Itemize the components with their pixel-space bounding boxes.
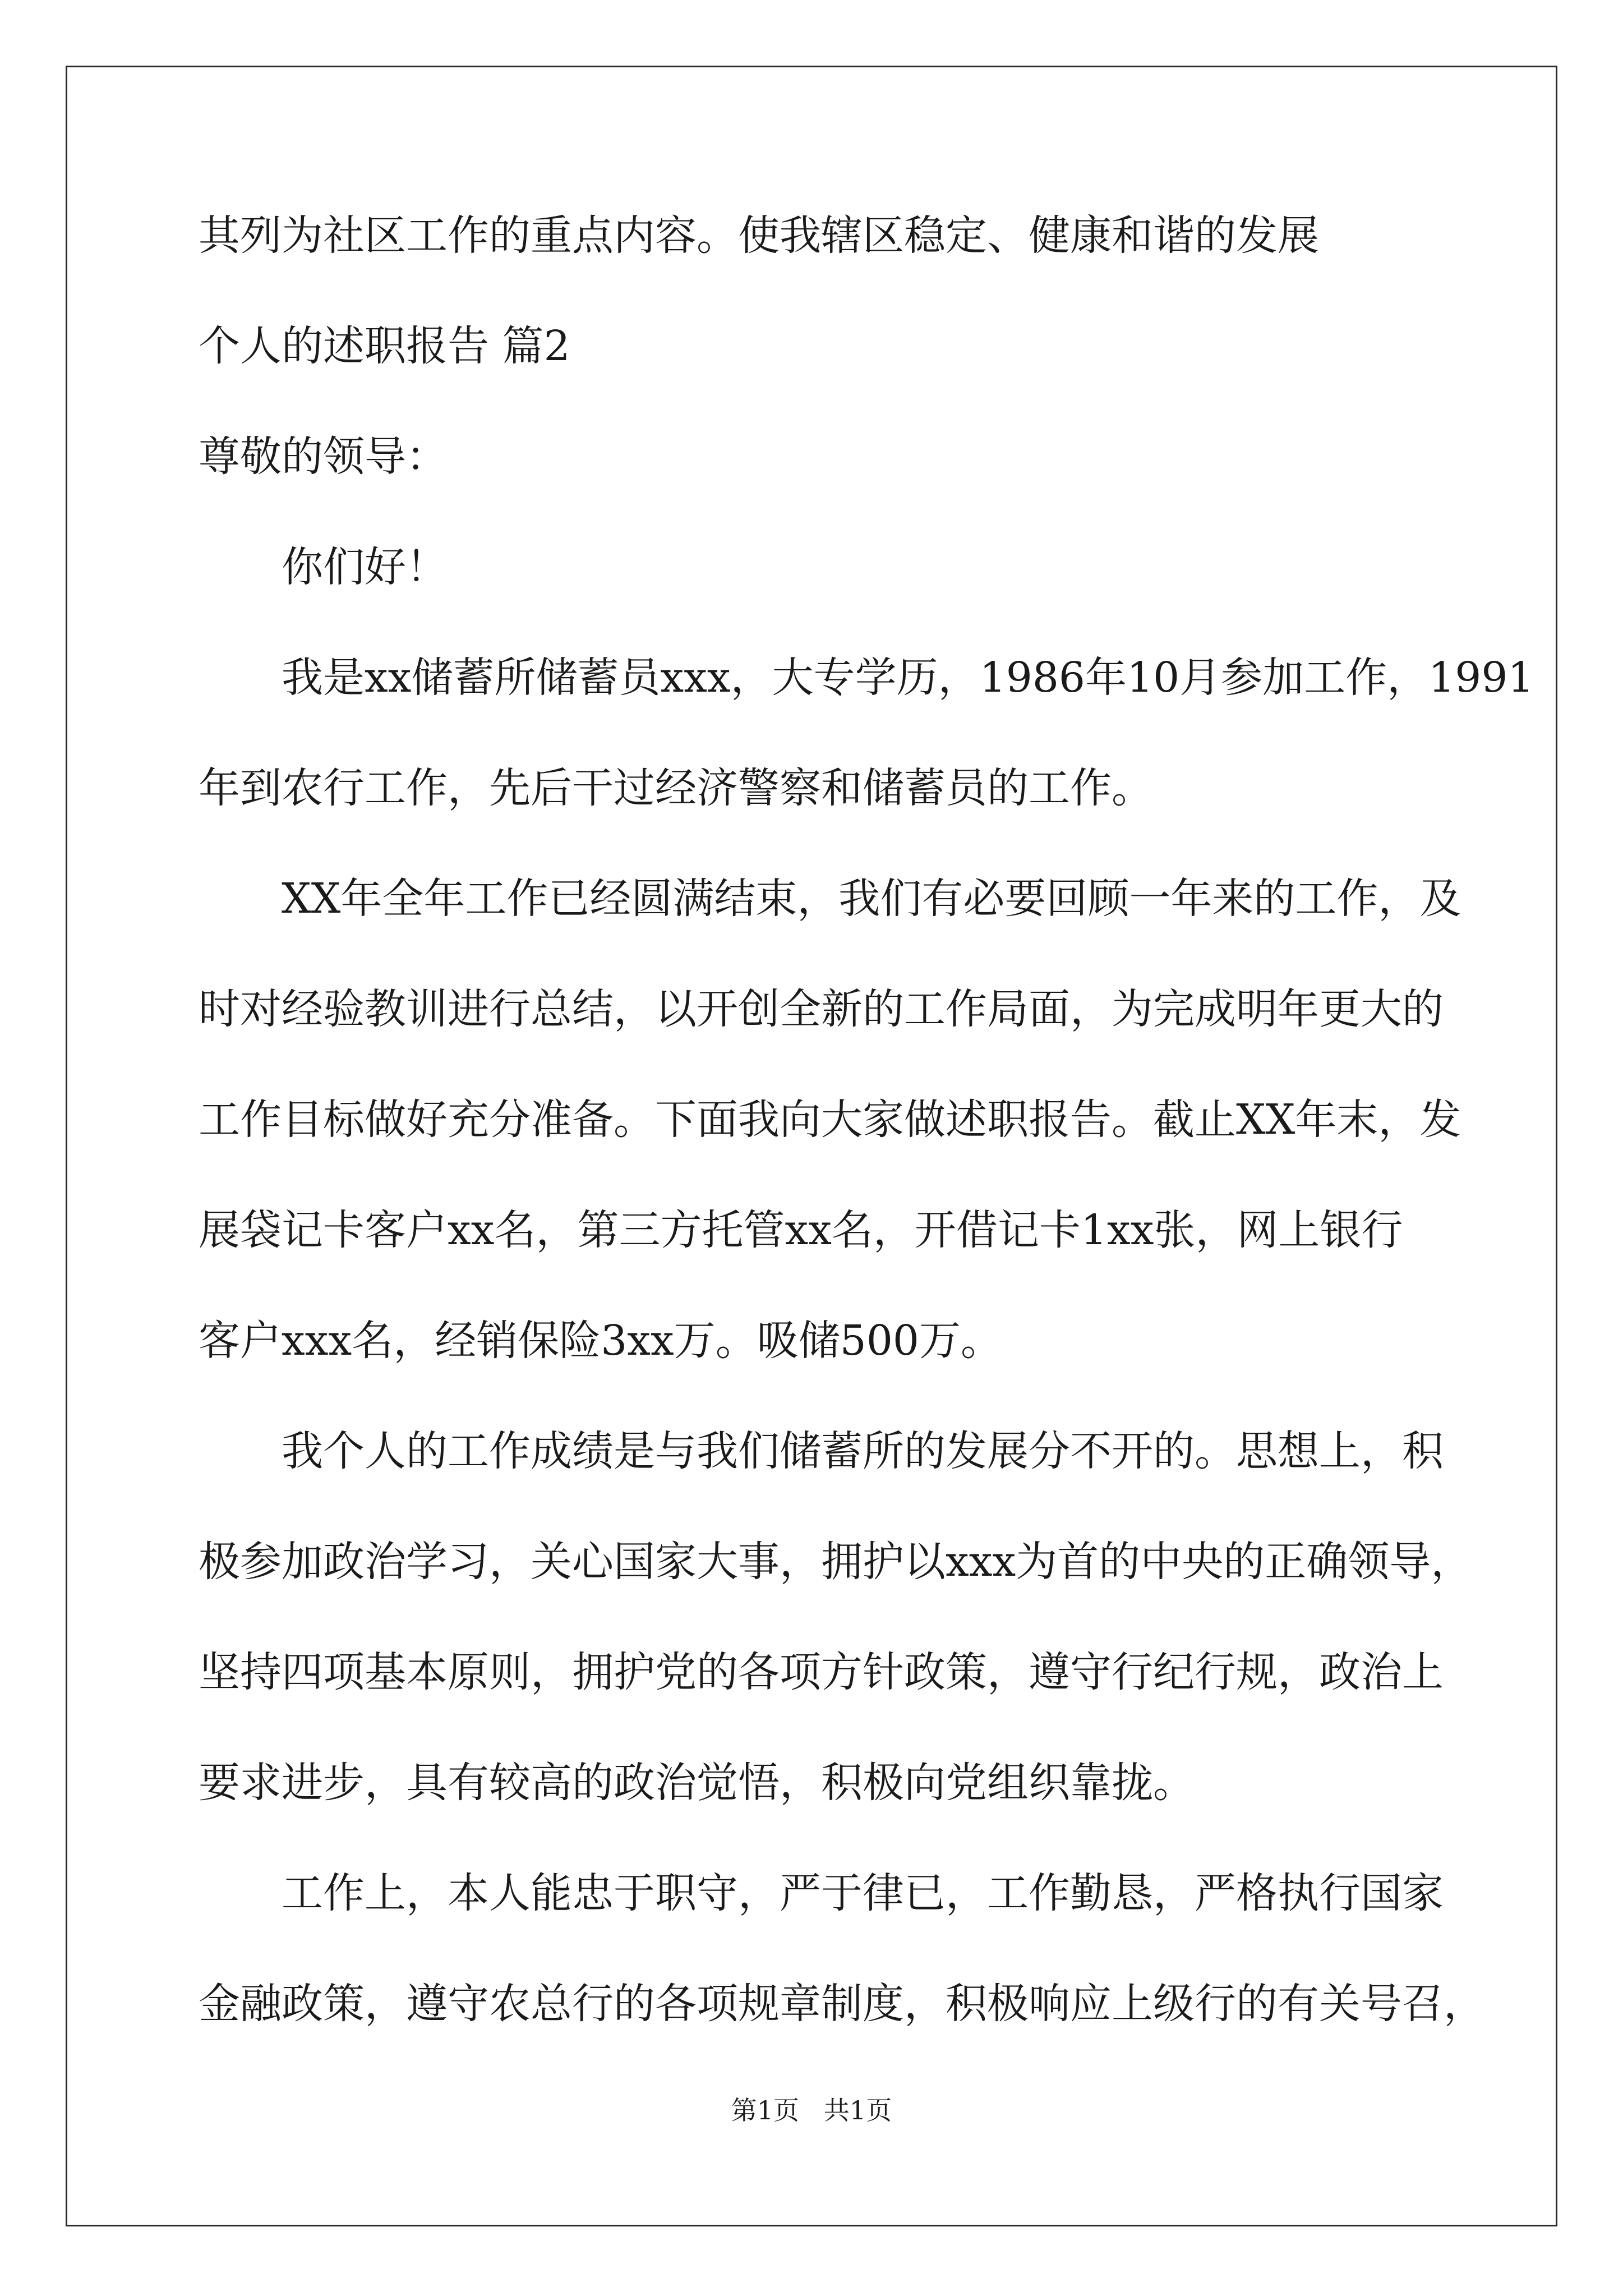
salutation: 尊敬的领导： bbox=[199, 432, 448, 481]
paragraph-line: 我个人的工作成绩是与我们储蓄所的发展分不开的。思想上，积 bbox=[282, 1427, 1444, 1475]
paragraph-line: 展袋记卡客户xx名，第三方托管xx名，开借记卡1xx张，网上银行 bbox=[199, 1206, 1403, 1254]
paragraph-line: 金融政策，遵守农总行的各项规章制度，积极响应上级行的有关号召， bbox=[199, 1980, 1485, 2028]
paragraph-line: 要求进步，具有较高的政治觉悟，积极向党组织靠拢。 bbox=[199, 1759, 1195, 1807]
paragraph-line: 时对经验教训进行总结，以开创全新的工作局面，为完成明年更大的 bbox=[199, 985, 1444, 1033]
paragraph-line: 工作目标做好充分准备。下面我向大家做述职报告。截止XX年末，发 bbox=[199, 1096, 1461, 1144]
greeting: 你们好！ bbox=[282, 543, 448, 591]
section-heading: 个人的述职报告 篇2 bbox=[199, 322, 570, 370]
paragraph-line: 工作上，本人能忠于职守，严于律已，工作勤恳，严格执行国家 bbox=[282, 1869, 1444, 1917]
paragraph-line: 极参加政治学习，关心国家大事，拥护以xxx为首的中央的正确领导， bbox=[199, 1538, 1473, 1586]
text-line: 其列为社区工作的重点内容。使我辖区稳定、健康和谐的发展 bbox=[199, 211, 1319, 260]
paragraph-line: XX年全年工作已经圆满结束，我们有必要回顾一年来的工作，及 bbox=[282, 875, 1461, 923]
paragraph-line: 坚持四项基本原则，拥护党的各项方针政策，遵守行纪行规，政治上 bbox=[199, 1648, 1444, 1696]
paragraph-line: 客户xxx名，经销保险3xx万。吸储500万。 bbox=[199, 1317, 1002, 1365]
paragraph-line: 我是xx储蓄所储蓄员xxx，大专学历，1986年10月参加工作，1991 bbox=[282, 654, 1534, 702]
paragraph-line: 年到农行工作，先后干过经济警察和储蓄员的工作。 bbox=[199, 764, 1153, 812]
page-footer: 第1页 共1页 bbox=[731, 2095, 892, 2125]
